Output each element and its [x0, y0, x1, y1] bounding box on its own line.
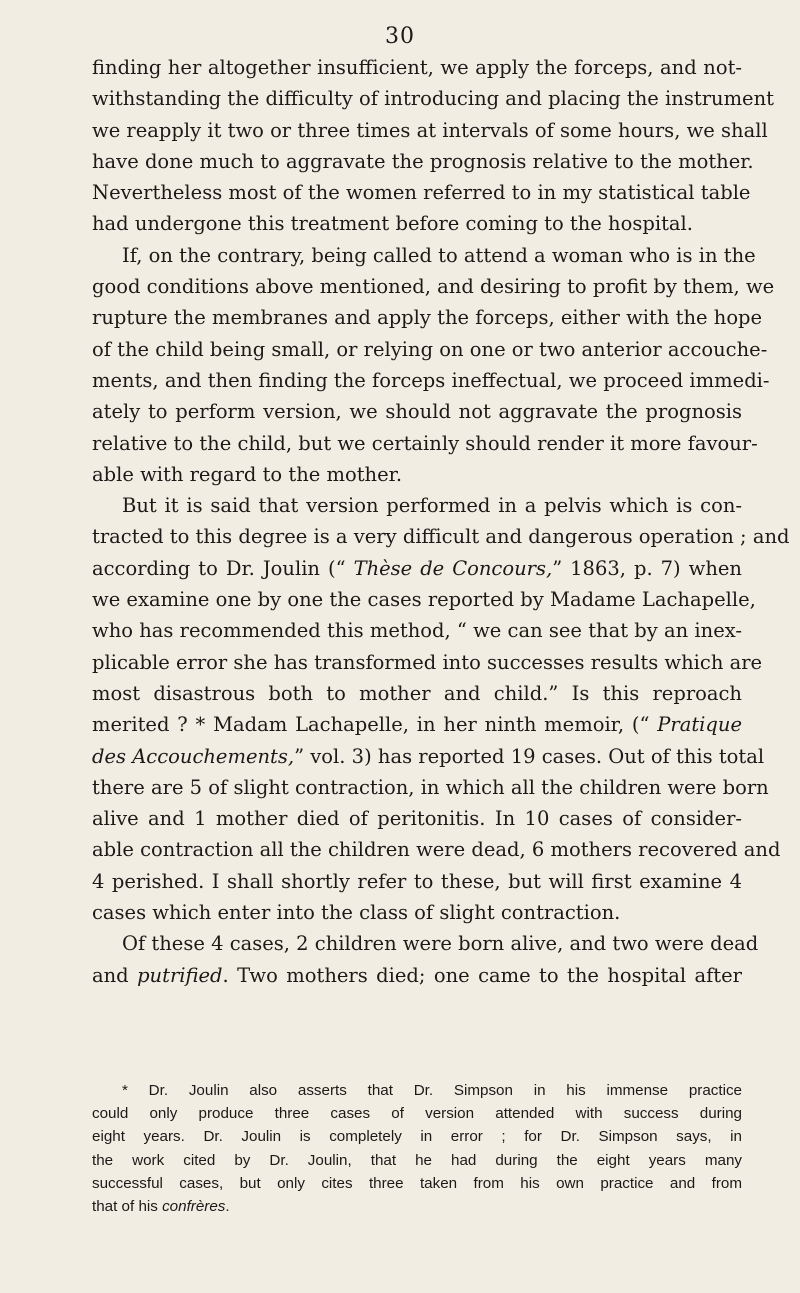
body-line: ments, and then finding the forceps ineffectual, we proceed immedi- — [92, 368, 770, 392]
body-line: cases which enter into the class of slight contraction. — [92, 901, 621, 925]
body-line: have done much to aggravate the prognosis relative to the mother. — [92, 149, 754, 173]
body-line: alive and 1 mother died of peritonitis. In 10 cases of consider- — [92, 807, 742, 831]
body-line: rupture the membranes and apply the forceps, either with the hope — [92, 306, 763, 330]
body-line: able contraction all the children were dead, 6 mothers recovered and — [92, 838, 781, 862]
body-line: we examine one by one the cases reported by Madame Lachapelle, — [92, 588, 756, 612]
footnote-line: that of his confrères. — [92, 1197, 230, 1215]
body-line: merited ? * Madam Lachapelle, in her ninth memoir, (“ Pratique — [92, 713, 742, 737]
page-number: 30 — [385, 24, 415, 49]
body-line: withstanding the difficulty of introducing and placing the instrument — [92, 87, 774, 111]
footnote-line: could only produce three cases of version attended with success during — [92, 1105, 742, 1123]
body-line: plicable error she has transformed into successes results which are — [92, 650, 763, 674]
body-line: If, on the contrary, being called to attend a woman who is in the — [122, 243, 756, 267]
body-line: But it is said that version performed in a pelvis which is con- — [122, 494, 742, 518]
body-line: according to Dr. Joulin (“ Thèse de Concours,” 1863, p. 7) when — [92, 556, 742, 580]
footnote-line: successful cases, but only cites three taken from his own practice and from — [92, 1174, 742, 1192]
body-line: 4 perished. I shall shortly refer to these, but will first examine 4 — [92, 869, 742, 893]
footnote-line: * Dr. Joulin also asserts that Dr. Simpson in his immense practice — [122, 1082, 742, 1099]
body-line: most disastrous both to mother and child.” Is this reproach — [92, 681, 742, 705]
body-line: and putrified. Two mothers died; one came to the hospital after — [92, 963, 742, 987]
body-line: relative to the child, but we certainly should render it more favour- — [92, 431, 758, 455]
footnote — [92, 1079, 742, 1218]
body-line: there are 5 of slight contraction, in which all the children were born — [92, 775, 769, 799]
body-line: who has recommended this method, “ we can see that by an inex- — [92, 619, 742, 643]
body-line: good conditions above mentioned, and desiring to profit by them, we — [92, 275, 775, 299]
body-line: Of these 4 cases, 2 children were born alive, and two were dead — [122, 932, 759, 956]
body-line: of the child being small, or relying on one or two anterior accouche- — [92, 337, 768, 361]
body-line: had undergone this treatment before coming to the hospital. — [92, 212, 693, 236]
body-line: we reapply it two or three times at intervals of some hours, we shall — [92, 118, 768, 142]
footnote-line: the work cited by Dr. Joulin, that he had during the eight years many — [92, 1151, 742, 1169]
body-line: ately to perform version, we should not aggravate the prognosis — [92, 400, 742, 424]
body-line: Nevertheless most of the women referred to in my statistical table — [92, 181, 751, 205]
footnote-line: eight years. Dr. Joulin is completely in error ; for Dr. Simpson says, in — [92, 1128, 742, 1146]
body-line: able with regard to the mother. — [92, 462, 403, 486]
body-line: finding her altogether insufficient, we apply the forceps, and not- — [92, 56, 742, 79]
body-text — [92, 52, 790, 991]
body-line: des Accouchements,” vol. 3) has reported 19 cases. Out of this total — [92, 744, 765, 768]
body-line: tracted to this degree is a very difficult and dangerous operation ; and — [92, 525, 790, 549]
